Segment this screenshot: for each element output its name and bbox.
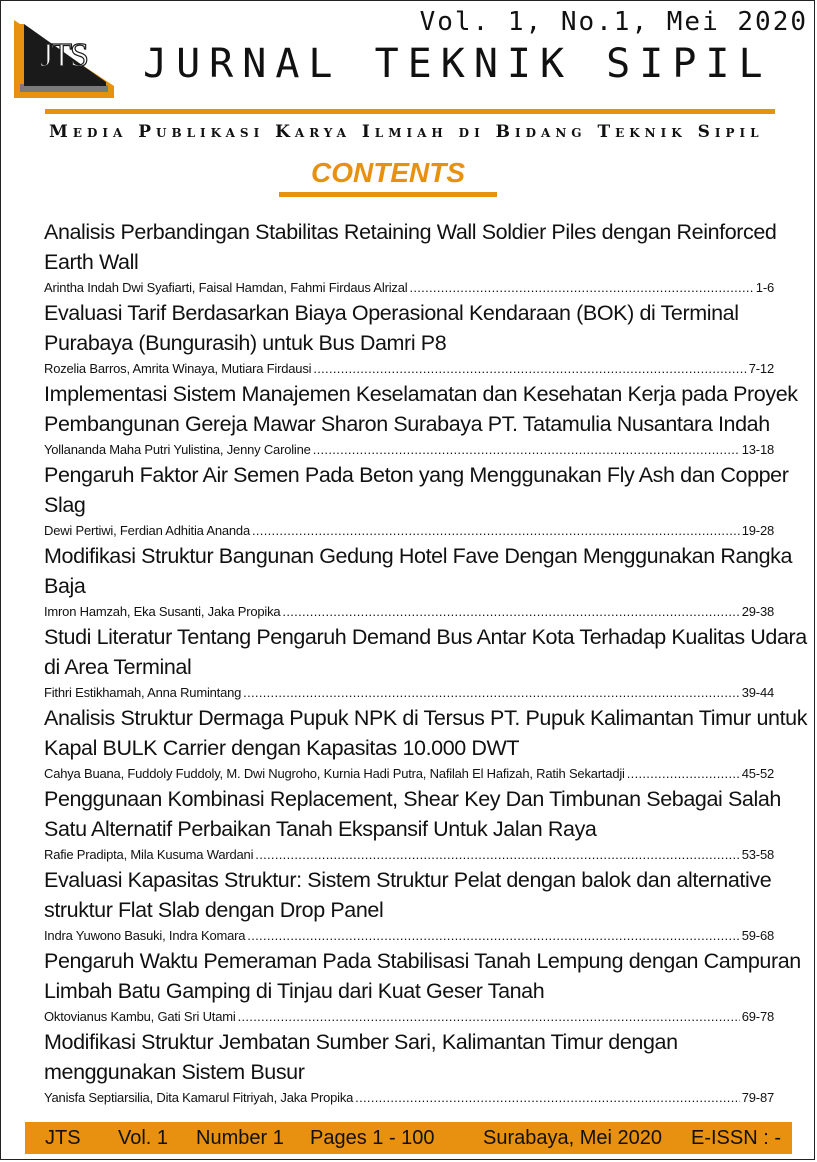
- footer-volume: Vol. 1: [118, 1127, 169, 1149]
- toc-entry-title: Evaluasi Tarif Berdasarkan Biaya Operasional Kendaraan (BOK) di Terminal Purabaya (Bungurasih) untuk Bus Damri P8: [44, 301, 739, 355]
- toc-dot-leader: [238, 1006, 740, 1027]
- toc-entry-authors: Yollananda Maha Putri Yulistina, Jenny Caroline: [44, 442, 311, 457]
- toc-entry-title: Pengaruh Faktor Air Semen Pada Beton yang Menggunakan Fly Ash dan Copper Slag: [44, 463, 789, 517]
- toc-entry-authors: Cahya Buana, Fuddoly Fuddoly, M. Dwi Nugroho, Kurnia Hadi Putra, Nafilah El Hafizah, Ratih Sekartadji: [44, 766, 625, 781]
- toc-entry: [44, 1027, 812, 1108]
- toc-entry: [44, 865, 812, 946]
- toc-entry-authors: Arintha Indah Dwi Syafiarti, Faisal Hamdan, Fahmi Firdaus Alrizal: [44, 280, 408, 295]
- toc-entry-byline: [44, 682, 774, 703]
- toc-dot-leader: [627, 763, 740, 784]
- journal-title: JURNAL TEKNIK SIPIL: [143, 41, 772, 87]
- toc-entry-title: Analisis Perbandingan Stabilitas Retaining Wall Soldier Piles dengan Reinforced Earth Wall: [44, 220, 777, 274]
- contents-rule: [279, 192, 497, 197]
- toc-entry-pages: 1-6: [755, 280, 774, 295]
- toc-dot-leader: [247, 925, 739, 946]
- toc-entry: [44, 217, 812, 298]
- toc-entry: [44, 622, 812, 703]
- jts-logo: [14, 20, 114, 98]
- toc-entry: [44, 298, 812, 379]
- toc-entry: [44, 784, 812, 865]
- toc-dot-leader: [355, 1087, 740, 1108]
- toc-dot-leader: [243, 682, 740, 703]
- logo-text: JTS: [40, 37, 87, 74]
- toc-entry-pages: 79-87: [741, 1090, 774, 1105]
- toc-dot-leader: [282, 601, 739, 622]
- footer-pages: Pages 1 - 100: [310, 1127, 435, 1149]
- toc-entry-byline: [44, 763, 774, 784]
- toc-entry-byline: [44, 439, 774, 460]
- toc-entry-title: Modifikasi Struktur Jembatan Sumber Sari, Kalimantan Timur dengan menggunakan Sistem Busur: [44, 1030, 678, 1084]
- toc-entry-pages: 45-52: [741, 766, 774, 781]
- toc-entry: [44, 946, 812, 1027]
- toc-entry-pages: 69-78: [741, 1009, 774, 1024]
- footer-place-date: Surabaya, Mei 2020: [483, 1127, 663, 1149]
- toc-entry-title: Studi Literatur Tentang Pengaruh Demand Bus Antar Kota Terhadap Kualitas Udara di Area Terminal: [44, 625, 807, 679]
- toc-entry-authors: Yanisfa Septiarsilia, Dita Kamarul Fitriyah, Jaka Propika: [44, 1090, 354, 1105]
- footer-bar: [25, 1122, 792, 1154]
- journal-subtitle: Media Publikasi Karya Ilmiah di Bidang Teknik Sipil: [49, 122, 764, 142]
- toc-entry: [44, 460, 812, 541]
- toc-entry-title: Penggunaan Kombinasi Replacement, Shear Key Dan Timbunan Sebagai Salah Satu Alternatif Perbaikan Tanah Ekspansif Untuk Jalan Raya: [44, 787, 781, 841]
- header-rule: [45, 109, 775, 114]
- volume-issue-line: Vol. 1, No.1, Mei 2020: [419, 7, 808, 37]
- footer-number: Number 1: [196, 1127, 284, 1149]
- toc-entry-pages: 19-28: [741, 523, 774, 538]
- toc-entry-byline: [44, 358, 774, 379]
- toc-entry-pages: 7-12: [748, 361, 774, 376]
- table-of-contents: [44, 217, 812, 1108]
- toc-entry-pages: 53-58: [741, 847, 774, 862]
- toc-entry-byline: [44, 601, 774, 622]
- toc-entry-authors: Rozelia Barros, Amrita Winaya, Mutiara Firdausi: [44, 361, 312, 376]
- toc-entry-byline: [44, 925, 774, 946]
- footer-journal: JTS: [45, 1127, 81, 1149]
- toc-entry-byline: [44, 520, 774, 541]
- toc-entry-byline: [44, 1006, 774, 1027]
- contents-heading: CONTENTS: [311, 157, 465, 188]
- toc-entry: [44, 703, 812, 784]
- toc-dot-leader: [313, 358, 746, 379]
- toc-entry-title: Modifikasi Struktur Bangunan Gedung Hotel Fave Dengan Menggunakan Rangka Baja: [44, 544, 793, 598]
- footer-issn: E-ISSN : -: [691, 1127, 782, 1149]
- toc-entry-title: Implementasi Sistem Manajemen Keselamatan dan Kesehatan Kerja pada Proyek Pembangunan Gereja Mawar Sharon Surabaya PT. Tatamulia Nusantara Indah: [44, 382, 798, 436]
- toc-entry-title: Analisis Struktur Dermaga Pupuk NPK di Tersus PT. Pupuk Kalimantan Timur untuk Kapal BULK Carrier dengan Kapasitas 10.000 DWT: [44, 706, 808, 760]
- toc-entry-authors: Dewi Pertiwi, Ferdian Adhitia Ananda: [44, 523, 250, 538]
- toc-entry-pages: 39-44: [741, 685, 774, 700]
- toc-entry-pages: 13-18: [741, 442, 774, 457]
- toc-entry-authors: Oktovianus Kambu, Gati Sri Utami: [44, 1009, 236, 1024]
- toc-entry-title: Evaluasi Kapasitas Struktur: Sistem Struktur Pelat dengan balok dan alternative struktur Flat Slab dengan Drop Panel: [44, 868, 772, 922]
- toc-entry-pages: 29-38: [741, 604, 774, 619]
- toc-entry: [44, 541, 812, 622]
- toc-dot-leader: [255, 844, 739, 865]
- toc-dot-leader: [252, 520, 740, 541]
- toc-entry-authors: Fithri Estikhamah, Anna Rumintang: [44, 685, 242, 700]
- toc-entry-authors: Imron Hamzah, Eka Susanti, Jaka Propika: [44, 604, 281, 619]
- toc-entry-byline: [44, 844, 774, 865]
- toc-entry-authors: Indra Yuwono Basuki, Indra Komara: [44, 928, 246, 943]
- toc-entry-authors: Rafie Pradipta, Mila Kusuma Wardani: [44, 847, 254, 862]
- toc-entry-pages: 59-68: [741, 928, 774, 943]
- toc-dot-leader: [313, 439, 740, 460]
- toc-entry-byline: [44, 277, 774, 298]
- toc-entry-byline: [44, 1087, 774, 1108]
- toc-entry-title: Pengaruh Waktu Pemeraman Pada Stabilisasi Tanah Lempung dengan Campuran Limbah Batu Gamping di Tinjau dari Kuat Geser Tanah: [44, 949, 801, 1003]
- toc-entry: [44, 379, 812, 460]
- toc-dot-leader: [409, 277, 753, 298]
